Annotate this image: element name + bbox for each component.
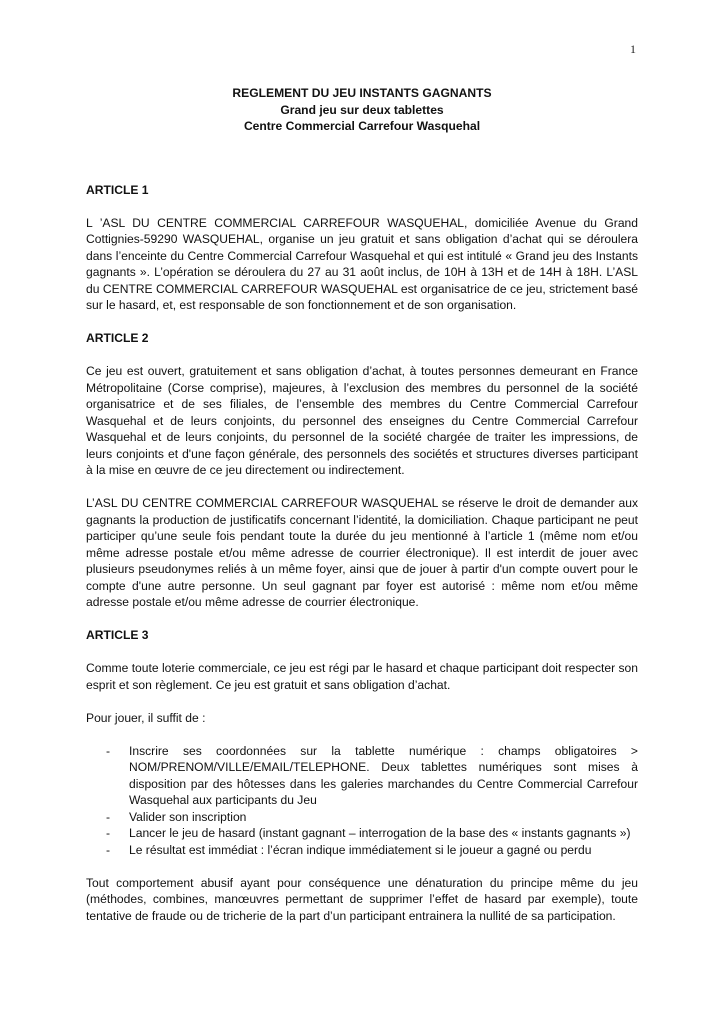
title-line-3: Centre Commercial Carrefour Wasquehal [243,119,481,133]
article-2-heading: ARTICLE 2 [86,331,149,345]
list-item-text: Lancer le jeu de hasard (instant gagnant – interrogation de la base des « instants gagnants ») [129,826,631,840]
list-item [86,743,638,809]
list-item [86,809,638,826]
document-body [86,85,638,941]
article-3-heading: ARTICLE 3 [86,628,149,642]
article-1 [86,182,638,314]
article-3-paragraph-2: Tout comportement abusif ayant pour conséquence une dénaturation du principe même du jeu (méthodes, combines, manœuvres permettant de supprimer l’effet de hasard par exemple), toute tentative de fraude ou de tricherie de la part d’un participant entrainera la nullité de sa participation. [86,875,638,923]
list-item [86,825,638,842]
article-1-paragraph-1: L ’ASL DU CENTRE COMMERCIAL CARREFOUR WASQUEHAL, domiciliée Avenue du Grand Cottignies-59290 WASQUEHAL, organise un jeu gratuit et sans obligation d’achat qui se déroulera dans l’enceinte du Centre Commercial Carrefour Wasquehal et qui est intitulé « Grand jeu des Instants gagnants ». L’opération se déroulera du 27 au 31 août inclus, de 10H à 13H et de 14H à 18H. L’ASL du CENTRE COMMERCIAL CARREFOUR WASQUEHAL est organisatrice de ce jeu, strictement basé sur le hasard, et, est responsable de son fonctionnement et de son organisation. [86,215,638,312]
article-1-heading: ARTICLE 1 [86,182,149,197]
page-number: 1 [630,42,636,56]
document-title [86,85,638,135]
article-3-steps-list [86,743,638,859]
bullet-dash: - [106,743,111,758]
bullet-dash: - [106,809,111,824]
article-2-paragraph-2: L’ASL DU CENTRE COMMERCIAL CARREFOUR WASQUEHAL se réserve le droit de demander aux gagnants la production de justificatifs concernant l’identité, la domiciliation. Chaque participant ne peut participer qu’une seule fois pendant toute la durée du jeu mentionné à l’article 1 (même nom et/ou même adresse postale et/ou même adresse de courrier électronique). Il est interdit de jouer avec plusieurs pseudonymes reliés à un même foyer, ainsi que de jouer à partir d'un compte ouvert pour le compte d'une autre personne. Un seul gagnant par foyer est autorisé : même nom et/ou même adresse postale et/ou même adresse de courrier électronique. [86,496,638,609]
article-2 [86,330,638,611]
list-item-text: Le résultat est immédiat : l’écran indique immédiatement si le joueur a gagné ou perdu [129,842,592,857]
article-3 [86,627,638,924]
list-item-text: Valider son inscription [129,809,247,824]
bullet-dash: - [106,826,111,840]
article-3-intro: Pour jouer, il suffit de : [86,710,206,725]
article-2-paragraph-1: Ce jeu est ouvert, gratuitement et sans obligation d’achat, à toutes personnes demeurant en France Métropolitaine (Corse comprise), majeures, à l’exclusion des membres du personnel de la société organisatrice et de ses filiales, de l’ensemble des membres du Centre Commercial Carrefour Wasquehal et de leurs conjoints, du personnel des enseignes du Centre Commercial Carrefour Wasquehal et de leurs conjoints, du personnel de la société chargée de traiter les impressions, de leurs conjoints et d'une façon générale, des personnels des sociétés et structures diverses participant à la mise en œuvre de ce jeu directement ou indirectement. [86,364,638,477]
title-line-1: REGLEMENT DU JEU INSTANTS GAGNANTS [232,86,492,100]
list-item-text: Inscrire ses coordonnées sur la tablette numérique : champs obligatoires > NOM/PRENOM/VILLE/EMAIL/TELEPHONE. Deux tablettes numériques sont mises à disposition par des hôtesses dans les galeries marchandes du Centre Commercial Carrefour Wasquehal aux participants du Jeu [129,743,638,807]
list-item [86,842,638,859]
bullet-dash: - [106,842,111,857]
title-line-2: Grand jeu sur deux tablettes [280,102,444,117]
article-3-paragraph-1: Comme toute loterie commerciale, ce jeu est régi par le hasard et chaque participant doit respecter son esprit et son règlement. Ce jeu est gratuit et sans obligation d’achat. [86,661,638,692]
